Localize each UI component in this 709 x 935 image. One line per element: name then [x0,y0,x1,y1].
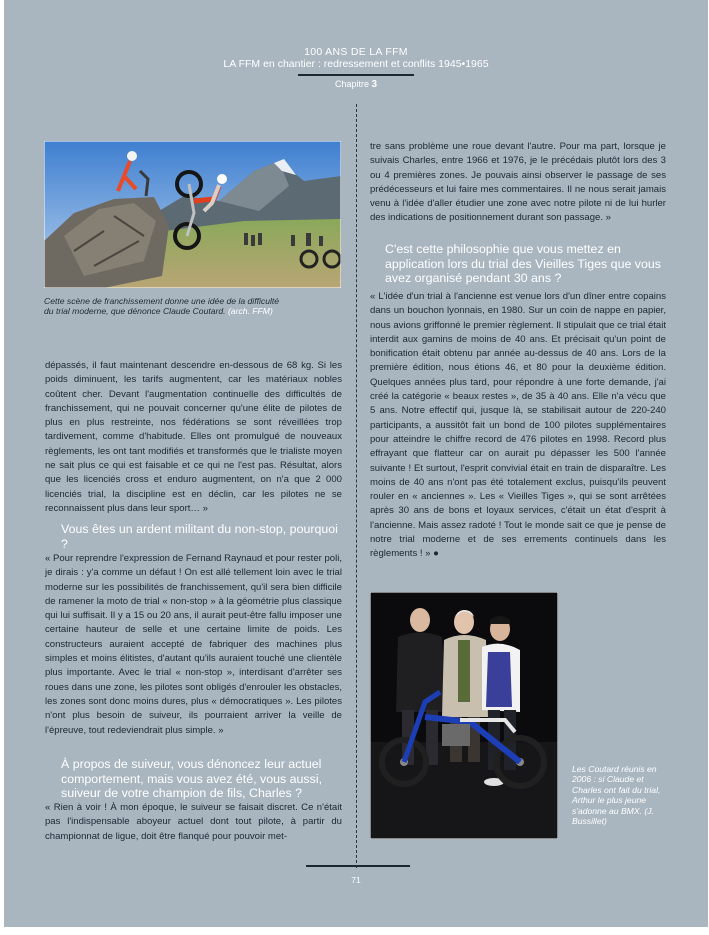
photo1-credit: (arch. FFM) [227,306,273,317]
folio-rule [306,865,410,867]
photo2-caption: Les Coutard réunis en 2006 : si Claude et Charles ont fait du trial, Arthur le plus jeune s'adonne au BMX. (J. Bussillet) [572,764,661,827]
question-heading-1: Vous êtes un ardent militant du non-stop, pourquoi ? [61,522,338,551]
section-title: LA FFM en chantier : redressement et conflits 1945•1965 [223,58,489,70]
question-vieilles-tiges [370,242,666,288]
left-paragraph-1: dépassés, il faut maintenant descendre en-dessous de 68 kg. Si les poids diminuent, les tarifs augmentent, car les matériaux nobles coûtent cher. Devant l'augmentation continuelle des difficultés de franchissement, qui ne pouvait concerner qu'une élite de pilotes de plus en plus restreinte, nos fédérations se sont réveillées trop tardivement, comme d'habitude. Elles ont promulgué de nouveaux règlements, les ont tant modifiés et transformés que le trialiste moyen ne sait plus ce qui est faisable et ce qui ne l'est pas. Résultat, alors que les licenciés cross et enduro augmentent, on n'a que 2 000 licenciés trial, la discipline est en déclin, car les pilotes ne se reconnaissent plus dans leur sport… » [45,360,342,514]
right-paragraph-2: « L'idée d'un trial à l'ancienne est venue lors d'un dîner entre copains dans un bouchon lyonnais, en 1980. Sur un coin de nappe en papier, nous avions griffonné le premier règlement. Il stipulait que ce trial était interdit aux gamins de moins de 40 ans. Et précisait qu'un point de bonification était obtenu par année au-dessus de 40 ans. Lors de la première édition, nous étions 46, et 80 pour la deuxième édition. Quelques années plus tard, pour répondre à une forte demande, j'ai créé la catégorie « beaux restes », de 35 à 40 ans. Elle n'a vécu que 5 ans. Notre effectif qui, jusque là, se stabilisait autour de 220-240 participants, a aussitôt fait un bond de 100 pilotes supplémentaires pour atteindre le chiffre record de 476 pilotes en 1998. Record plus effrayant que flatteur car on aurait pu dépasser les 500 l'année suivante ! Et surtout, l'esprit convivial était en train de disparaître. Les moins de 40 ans n'ont pas été totalement exclus, puisqu'ils peuvent rouler en « anciennes ». Les « Vieilles Tiges », qui se sont arrêtées après 30 ans de bons et loyaux services, c'était un état d'esprit à l'ancienne. Mais assez radoté ! Tout le monde sait ce que je pense de notre trial moderne et de ses errements continuels dans les règlements ! » ● [370,291,666,560]
column-divider [356,104,357,868]
left-paragraph-2: « Pour reprendre l'expression de Fernand Raynaud et pour rester poli, je dirais : y'a comme un défaut ! On est allé tellement loin avec le trial moderne sur les possibilités de franchissement, qu'il sera bien difficile de ramener la moto de trial « non-stop » à la géométrie plus classique qui lui suffisait. Il y a 15 ou 20 ans, il aurait peut-être fallu imposer une certaine hauteur de selle et une certaine limite de poids. Les constructeurs auraient accepté de fabriquer des machines plus simples et moins élitistes, d'autant qu'ils auraient touché une clientèle plus importante. Avec le trial « non-stop », interdisant d'arrêter ses roues dans une zone, les pilotes sont obligés d'enrouler les obstacles, les zones sont donc moins dures, plus « démocratiques ». Les pilotes n'ont plus besoin de suiveur, ils pourraient arriver la veille de l'épreuve, tout redeviendrait plus simple. » [45,553,342,736]
question-suiveur [46,757,346,803]
three-men-with-trial-bike-photo [370,592,558,839]
photo1-caption: Cette scène de franchissement donne une idée de la difficulté du trial moderne, que dénonce Claude Coutard. (arch. FFM) [44,296,280,317]
left-paragraph-3: « Rien à voir ! À mon époque, le suiveur se faisait discret. Ce n'était pas l'indispensable aboyeur actuel dont tout pilote, à partir du championnat de ligue, doit être flanqué pour pouvoir met- [45,802,342,842]
page-number: 71 [351,875,361,885]
right-paragraph-1: tre sans problème une roue devant l'autre. Pour ma part, lorsque je suivais Charles, entre 1966 et 1976, je le précédais plutôt lors des 3 ou 4 premières zones. Je pouvais ainsi observer le passage de ses prédécesseurs et lui faire mes commentaires. Il ne nous serait jamais venu à l'idée d'aller étudier une zone avec notre pilote ni de lui hurler des indications de positionnement durant son passage. » [370,141,666,224]
question-heading-2: À propos de suiveur, vous dénoncez leur actuel comportement, mais vous avez été, vous aussi, suiveur de votre champion de fils, Charles ? [61,757,323,801]
end-mark: ● [433,548,439,560]
header-rule [298,74,414,76]
book-title: 100 ANS DE LA FFM [304,46,408,58]
chapter-label: Chapitre 3 [334,79,378,90]
trial-rider-climbing-rock-photo [44,141,341,288]
page-header [4,46,708,90]
magazine-page [4,0,708,927]
chapter-number: 3 [371,79,378,90]
question-heading-3: C'est cette philosophie que vous mettez en application lors du trial des Vieilles Tiges que vous avez organisé pendant 30 ans ? [385,242,661,286]
question-non-stop [46,522,346,553]
photo2-credit: (J. Bussillet) [572,805,654,827]
